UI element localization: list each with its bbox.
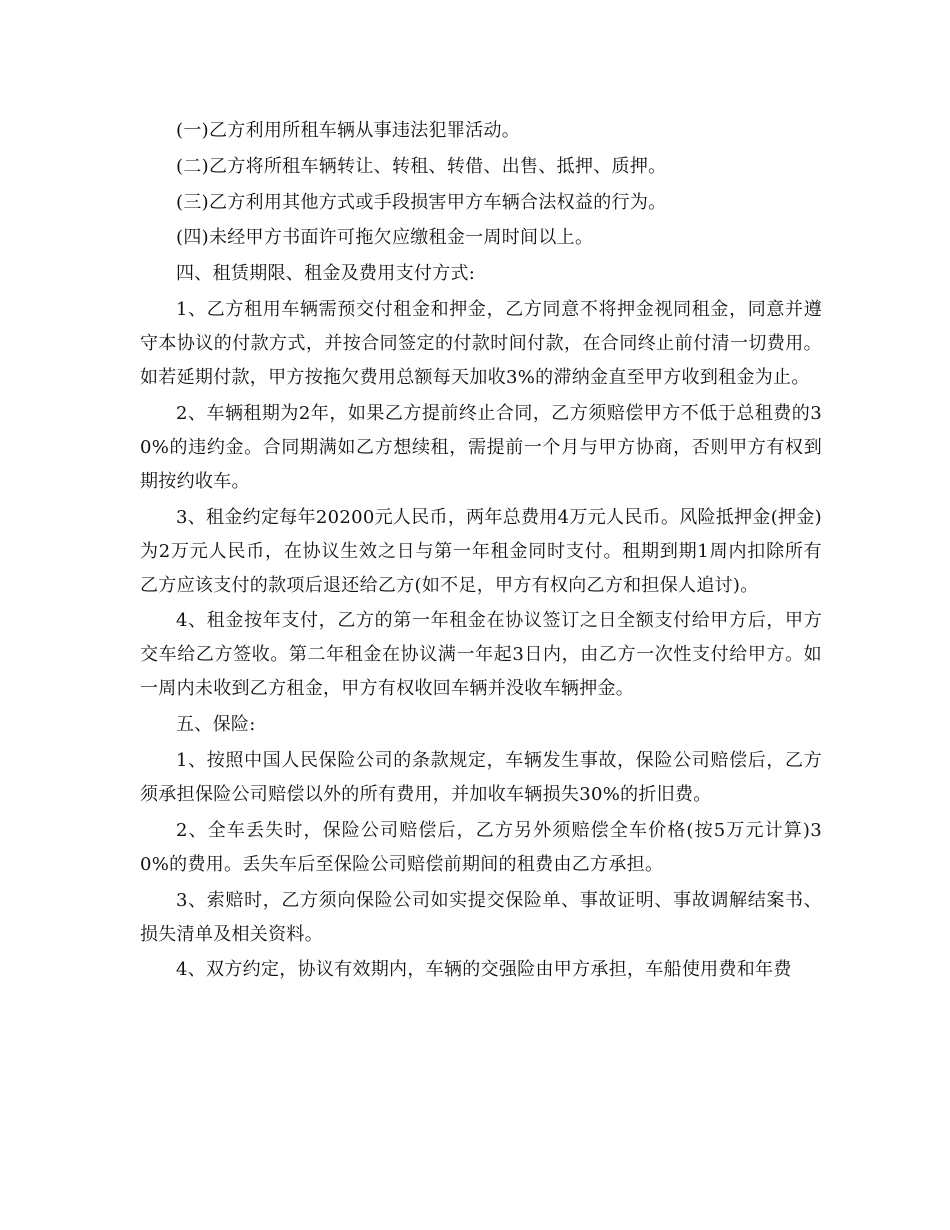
document-body bbox=[140, 114, 822, 987]
insurance-paragraph-4: 4、双方约定，协议有效期内，车辆的交强险由甲方承担，车船使用费和年费 bbox=[176, 959, 792, 981]
lease-term-paragraph-1: 1、乙方租用车辆需预交付租金和押金，乙方同意不将押金视同租金，同意并遵守本协议的付款方式，并按合同签定的付款时间付款，在合同终止前付清一切费用。如若延期付款，甲方按拖欠费用总额每天加收3%的滞纳金直至甲方收到租金为止。 bbox=[140, 298, 822, 388]
insurance-paragraph-2: 2、全车丢失时，保险公司赔偿后，乙方另外须赔偿全车价格(按5万元计算)30%的费用。丢失车后至保险公司赔偿前期间的租费由乙方承担。 bbox=[140, 819, 822, 875]
insurance-paragraph-3: 3、索赔时，乙方须向保险公司如实提交保险单、事故证明、事故调解结案书、损失清单及相关资料。 bbox=[140, 889, 822, 945]
section-heading-lease-term: 四、租赁期限、租金及费用支付方式: bbox=[176, 263, 476, 285]
section-heading-insurance: 五、保险: bbox=[176, 714, 256, 736]
lease-term-paragraph-3: 3、租金约定每年20200元人民币，两年总费用4万元人民币。风险抵押金(押金)为2万元人民币，在协议生效之日与第一年租金同时支付。租期到期1周内扣除所有乙方应该支付的款项后退还给乙方(如不足，甲方有权向乙方和担保人追讨)。 bbox=[140, 506, 822, 596]
clause-item-1: (一)乙方利用所租车辆从事违法犯罪活动。 bbox=[176, 120, 521, 141]
clause-item-3: (三)乙方利用其他方式或手段损害甲方车辆合法权益的行为。 bbox=[176, 191, 667, 213]
insurance-paragraph-1: 1、按照中国人民保险公司的条款规定，车辆发生事故，保险公司赔偿后，乙方须承担保险公司赔偿以外的所有费用，并加收车辆损失30%的折旧费。 bbox=[140, 749, 822, 805]
clause-item-2: (二)乙方将所租车辆转让、转租、转借、出售、抵押、质押。 bbox=[176, 155, 667, 177]
clause-item-4: (四)未经甲方书面许可拖欠应缴租金一周时间以上。 bbox=[176, 227, 594, 249]
lease-term-paragraph-2: 2、车辆租期为2年，如果乙方提前终止合同，乙方须赔偿甲方不低于总租费的30%的违约金。合同期满如乙方想续租，需提前一个月与甲方协商，否则甲方有权到期按约收车。 bbox=[140, 402, 822, 492]
lease-term-paragraph-4: 4、租金按年支付，乙方的第一年租金在协议签订之日全额支付给甲方后，甲方交车给乙方签收。第二年租金在协议满一年起3日内，由乙方一次性支付给甲方。如一周内未收到乙方租金，甲方有权收回车辆并没收车辆押金。 bbox=[140, 610, 822, 700]
